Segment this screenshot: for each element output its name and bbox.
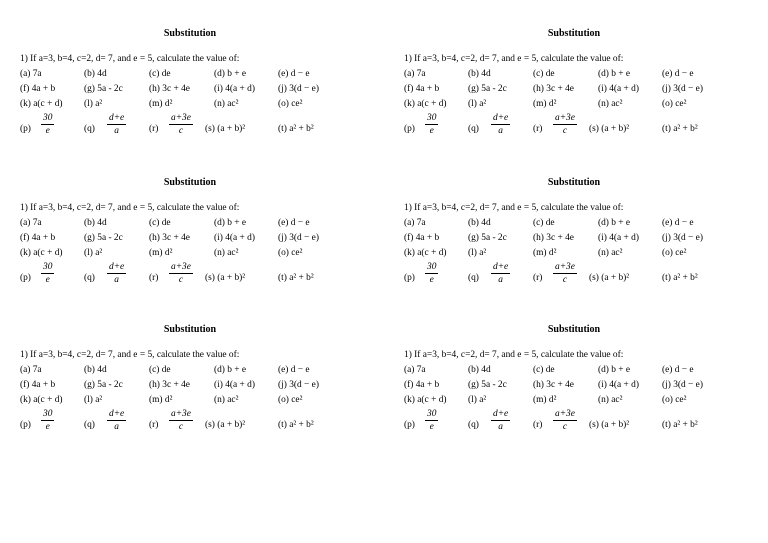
numerator: a+3e <box>555 409 575 419</box>
numerator: 30 <box>427 409 437 419</box>
exercise-item: (g) 5a - 2c <box>468 233 507 243</box>
exercise-item: (k) a(c + d) <box>20 248 63 258</box>
numerator: a+3e <box>171 113 191 123</box>
exercise-label: (r) <box>533 420 543 430</box>
exercise-row <box>20 216 360 231</box>
exercise-item: (h) 3c + 4e <box>149 233 190 243</box>
exercise-item: (k) a(c + d) <box>404 395 447 405</box>
exercise-item: (b) 4d <box>84 365 107 375</box>
worksheet-panel <box>404 26 744 146</box>
exercise-item: (e) d − e <box>278 218 310 228</box>
exercise-item: (l) a² <box>468 248 487 258</box>
exercise-item: (m) d² <box>149 395 173 405</box>
exercise-item: (t) a² + b² <box>278 420 314 430</box>
exercise-label: (p) <box>20 124 31 134</box>
denominator: a <box>491 420 510 433</box>
numerator: a+3e <box>555 262 575 272</box>
worksheet-panel <box>20 322 360 442</box>
exercise-item: (n) ac² <box>214 248 239 258</box>
numerator: 30 <box>43 262 53 272</box>
exercise-item: (c) de <box>533 365 555 375</box>
numerator: d+e <box>493 113 509 123</box>
exercise-label: (p) <box>20 273 31 283</box>
numerator: 30 <box>427 262 437 272</box>
exercise-item: (l) a² <box>84 248 103 258</box>
question-prompt: 1) If a=3, b=4, c=2, d= 7, and e = 5, calculate the value of: <box>20 203 240 213</box>
exercise-item: (e) d − e <box>662 365 694 375</box>
exercise-item: (o) ce² <box>662 248 687 258</box>
numerator: d+e <box>109 113 125 123</box>
exercise-item: (g) 5a - 2c <box>84 233 123 243</box>
exercise-item: (f) 4a + b <box>404 380 440 390</box>
exercise-item: (d) b + e <box>598 69 631 79</box>
exercise-item: (d) b + e <box>598 218 631 228</box>
denominator: e <box>41 420 54 433</box>
denominator: c <box>169 273 193 286</box>
exercise-row <box>404 97 744 112</box>
denominator: e <box>425 273 438 286</box>
fraction-row <box>20 261 360 293</box>
exercise-item: (o) ce² <box>662 395 687 405</box>
exercise-item: (f) 4a + b <box>404 233 440 243</box>
exercise-row <box>20 393 360 408</box>
denominator: c <box>553 124 577 137</box>
exercise-item: (t) a² + b² <box>662 273 698 283</box>
exercise-label: (q) <box>84 420 95 430</box>
worksheet-title: Substitution <box>547 28 601 39</box>
exercise-item: (n) ac² <box>598 248 623 258</box>
exercise-row <box>404 231 744 246</box>
exercise-item: (s) (a + b)² <box>205 420 246 430</box>
fraction-r <box>554 112 576 137</box>
exercise-label: (p) <box>404 124 415 134</box>
exercise-item: (g) 5a - 2c <box>468 84 507 94</box>
fraction-r <box>170 408 192 433</box>
exercise-label: (r) <box>533 273 543 283</box>
fraction-q <box>108 261 125 286</box>
exercise-row <box>20 363 360 378</box>
fraction-r <box>554 408 576 433</box>
numerator: d+e <box>109 409 125 419</box>
exercise-item: (m) d² <box>533 99 557 109</box>
exercise-item: (d) b + e <box>214 69 247 79</box>
exercise-item: (t) a² + b² <box>662 420 698 430</box>
worksheet-panel <box>20 26 360 146</box>
exercise-item: (m) d² <box>533 248 557 258</box>
denominator: e <box>425 124 438 137</box>
exercise-item: (m) d² <box>533 395 557 405</box>
exercise-item: (a) 7a <box>404 365 426 375</box>
exercise-item: (a) 7a <box>20 69 42 79</box>
worksheet-title: Substitution <box>547 177 601 188</box>
exercise-item: (j) 3(d − e) <box>662 84 703 94</box>
exercise-item: (m) d² <box>149 248 173 258</box>
exercise-item: (c) de <box>149 218 171 228</box>
exercise-item: (g) 5a - 2c <box>84 84 123 94</box>
denominator: a <box>491 273 510 286</box>
exercise-row <box>20 97 360 112</box>
denominator: a <box>107 420 126 433</box>
fraction-row <box>404 112 744 144</box>
exercise-label: (r) <box>533 124 543 134</box>
exercise-item: (g) 5a - 2c <box>84 380 123 390</box>
worksheet-panel <box>404 175 744 295</box>
exercise-item: (e) d − e <box>662 69 694 79</box>
exercise-item: (b) 4d <box>84 218 107 228</box>
exercise-item: (s) (a + b)² <box>589 420 630 430</box>
worksheet-title: Substitution <box>163 28 217 39</box>
fraction-p <box>42 261 53 286</box>
exercise-item: (a) 7a <box>20 218 42 228</box>
exercise-label: (q) <box>468 273 479 283</box>
exercise-item: (e) d − e <box>278 365 310 375</box>
exercise-item: (o) ce² <box>278 248 303 258</box>
exercise-item: (j) 3(d − e) <box>662 380 703 390</box>
exercise-row <box>404 378 744 393</box>
exercise-item: (k) a(c + d) <box>404 99 447 109</box>
fraction-q <box>108 408 125 433</box>
fraction-r <box>554 261 576 286</box>
exercise-item: (a) 7a <box>20 365 42 375</box>
exercise-item: (i) 4(a + d) <box>598 84 639 94</box>
question-prompt: 1) If a=3, b=4, c=2, d= 7, and e = 5, calculate the value of: <box>20 54 240 64</box>
denominator: a <box>491 124 510 137</box>
numerator: d+e <box>109 262 125 272</box>
exercise-item: (l) a² <box>84 99 103 109</box>
exercise-item: (t) a² + b² <box>278 124 314 134</box>
exercise-item: (e) d − e <box>278 69 310 79</box>
exercise-item: (s) (a + b)² <box>205 273 246 283</box>
exercise-row <box>404 393 744 408</box>
denominator: a <box>107 273 126 286</box>
exercise-item: (i) 4(a + d) <box>214 233 255 243</box>
fraction-r <box>170 112 192 137</box>
fraction-p <box>426 261 437 286</box>
fraction-p <box>42 112 53 137</box>
denominator: c <box>553 273 577 286</box>
exercise-item: (f) 4a + b <box>20 233 56 243</box>
fraction-q <box>492 408 509 433</box>
numerator: a+3e <box>555 113 575 123</box>
exercise-item: (i) 4(a + d) <box>214 84 255 94</box>
exercise-item: (e) d − e <box>662 218 694 228</box>
exercise-item: (j) 3(d − e) <box>278 380 319 390</box>
fraction-p <box>426 112 437 137</box>
worksheet-panel <box>404 322 744 442</box>
worksheet-title: Substitution <box>547 324 601 335</box>
fraction-q <box>492 261 509 286</box>
exercise-item: (c) de <box>149 365 171 375</box>
exercise-item: (b) 4d <box>84 69 107 79</box>
exercise-label: (q) <box>468 124 479 134</box>
denominator: c <box>169 124 193 137</box>
exercise-item: (i) 4(a + d) <box>214 380 255 390</box>
exercise-item: (d) b + e <box>214 365 247 375</box>
exercise-item: (t) a² + b² <box>662 124 698 134</box>
exercise-label: (q) <box>84 124 95 134</box>
question-prompt: 1) If a=3, b=4, c=2, d= 7, and e = 5, calculate the value of: <box>404 350 624 360</box>
fraction-q <box>492 112 509 137</box>
fraction-row <box>404 261 744 293</box>
exercise-item: (l) a² <box>468 395 487 405</box>
numerator: 30 <box>427 113 437 123</box>
denominator: e <box>41 273 54 286</box>
exercise-row <box>20 246 360 261</box>
exercise-row <box>404 67 744 82</box>
exercise-label: (r) <box>149 124 159 134</box>
exercise-item: (n) ac² <box>598 395 623 405</box>
exercise-item: (k) a(c + d) <box>20 99 63 109</box>
worksheet-title: Substitution <box>163 177 217 188</box>
numerator: d+e <box>493 409 509 419</box>
exercise-item: (j) 3(d − e) <box>662 233 703 243</box>
exercise-item: (d) b + e <box>598 365 631 375</box>
exercise-item: (i) 4(a + d) <box>598 233 639 243</box>
question-prompt: 1) If a=3, b=4, c=2, d= 7, and e = 5, calculate the value of: <box>404 54 624 64</box>
exercise-item: (c) de <box>149 69 171 79</box>
exercise-item: (c) de <box>533 218 555 228</box>
exercise-item: (a) 7a <box>404 218 426 228</box>
exercise-row <box>404 216 744 231</box>
exercise-item: (o) ce² <box>278 99 303 109</box>
exercise-label: (r) <box>149 273 159 283</box>
exercise-label: (q) <box>468 420 479 430</box>
exercise-item: (m) d² <box>149 99 173 109</box>
exercise-item: (k) a(c + d) <box>20 395 63 405</box>
numerator: d+e <box>493 262 509 272</box>
question-prompt: 1) If a=3, b=4, c=2, d= 7, and e = 5, calculate the value of: <box>404 203 624 213</box>
exercise-label: (r) <box>149 420 159 430</box>
exercise-item: (s) (a + b)² <box>589 273 630 283</box>
exercise-item: (n) ac² <box>214 395 239 405</box>
fraction-row <box>20 112 360 144</box>
exercise-row <box>20 67 360 82</box>
exercise-row <box>404 363 744 378</box>
exercise-item: (o) ce² <box>278 395 303 405</box>
worksheet-panel <box>20 175 360 295</box>
exercise-item: (n) ac² <box>598 99 623 109</box>
exercise-item: (j) 3(d − e) <box>278 84 319 94</box>
exercise-item: (t) a² + b² <box>278 273 314 283</box>
question-prompt: 1) If a=3, b=4, c=2, d= 7, and e = 5, calculate the value of: <box>20 350 240 360</box>
exercise-item: (f) 4a + b <box>20 380 56 390</box>
denominator: e <box>41 124 54 137</box>
exercise-label: (p) <box>20 420 31 430</box>
exercise-item: (h) 3c + 4e <box>533 84 574 94</box>
exercise-item: (b) 4d <box>468 218 491 228</box>
exercise-item: (s) (a + b)² <box>589 124 630 134</box>
exercise-row <box>404 82 744 97</box>
worksheet-title: Substitution <box>163 324 217 335</box>
exercise-item: (i) 4(a + d) <box>598 380 639 390</box>
exercise-item: (b) 4d <box>468 365 491 375</box>
denominator: a <box>107 124 126 137</box>
exercise-item: (d) b + e <box>214 218 247 228</box>
exercise-row <box>20 378 360 393</box>
exercise-item: (h) 3c + 4e <box>533 380 574 390</box>
exercise-label: (p) <box>404 420 415 430</box>
denominator: e <box>425 420 438 433</box>
exercise-row <box>20 82 360 97</box>
exercise-item: (l) a² <box>468 99 487 109</box>
numerator: a+3e <box>171 409 191 419</box>
exercise-item: (l) a² <box>84 395 103 405</box>
exercise-item: (b) 4d <box>468 69 491 79</box>
denominator: c <box>169 420 193 433</box>
exercise-item: (h) 3c + 4e <box>533 233 574 243</box>
exercise-item: (h) 3c + 4e <box>149 84 190 94</box>
fraction-r <box>170 261 192 286</box>
exercise-item: (j) 3(d − e) <box>278 233 319 243</box>
exercise-row <box>404 246 744 261</box>
exercise-item: (o) ce² <box>662 99 687 109</box>
numerator: a+3e <box>171 262 191 272</box>
exercise-item: (f) 4a + b <box>404 84 440 94</box>
exercise-item: (n) ac² <box>214 99 239 109</box>
exercise-item: (f) 4a + b <box>20 84 56 94</box>
exercise-row <box>20 231 360 246</box>
fraction-row <box>20 408 360 440</box>
exercise-label: (p) <box>404 273 415 283</box>
exercise-item: (k) a(c + d) <box>404 248 447 258</box>
fraction-p <box>42 408 53 433</box>
exercise-item: (h) 3c + 4e <box>149 380 190 390</box>
exercise-item: (c) de <box>533 69 555 79</box>
fraction-q <box>108 112 125 137</box>
exercise-label: (q) <box>84 273 95 283</box>
fraction-p <box>426 408 437 433</box>
numerator: 30 <box>43 113 53 123</box>
exercise-item: (g) 5a - 2c <box>468 380 507 390</box>
exercise-item: (s) (a + b)² <box>205 124 246 134</box>
numerator: 30 <box>43 409 53 419</box>
fraction-row <box>404 408 744 440</box>
exercise-item: (a) 7a <box>404 69 426 79</box>
denominator: c <box>553 420 577 433</box>
